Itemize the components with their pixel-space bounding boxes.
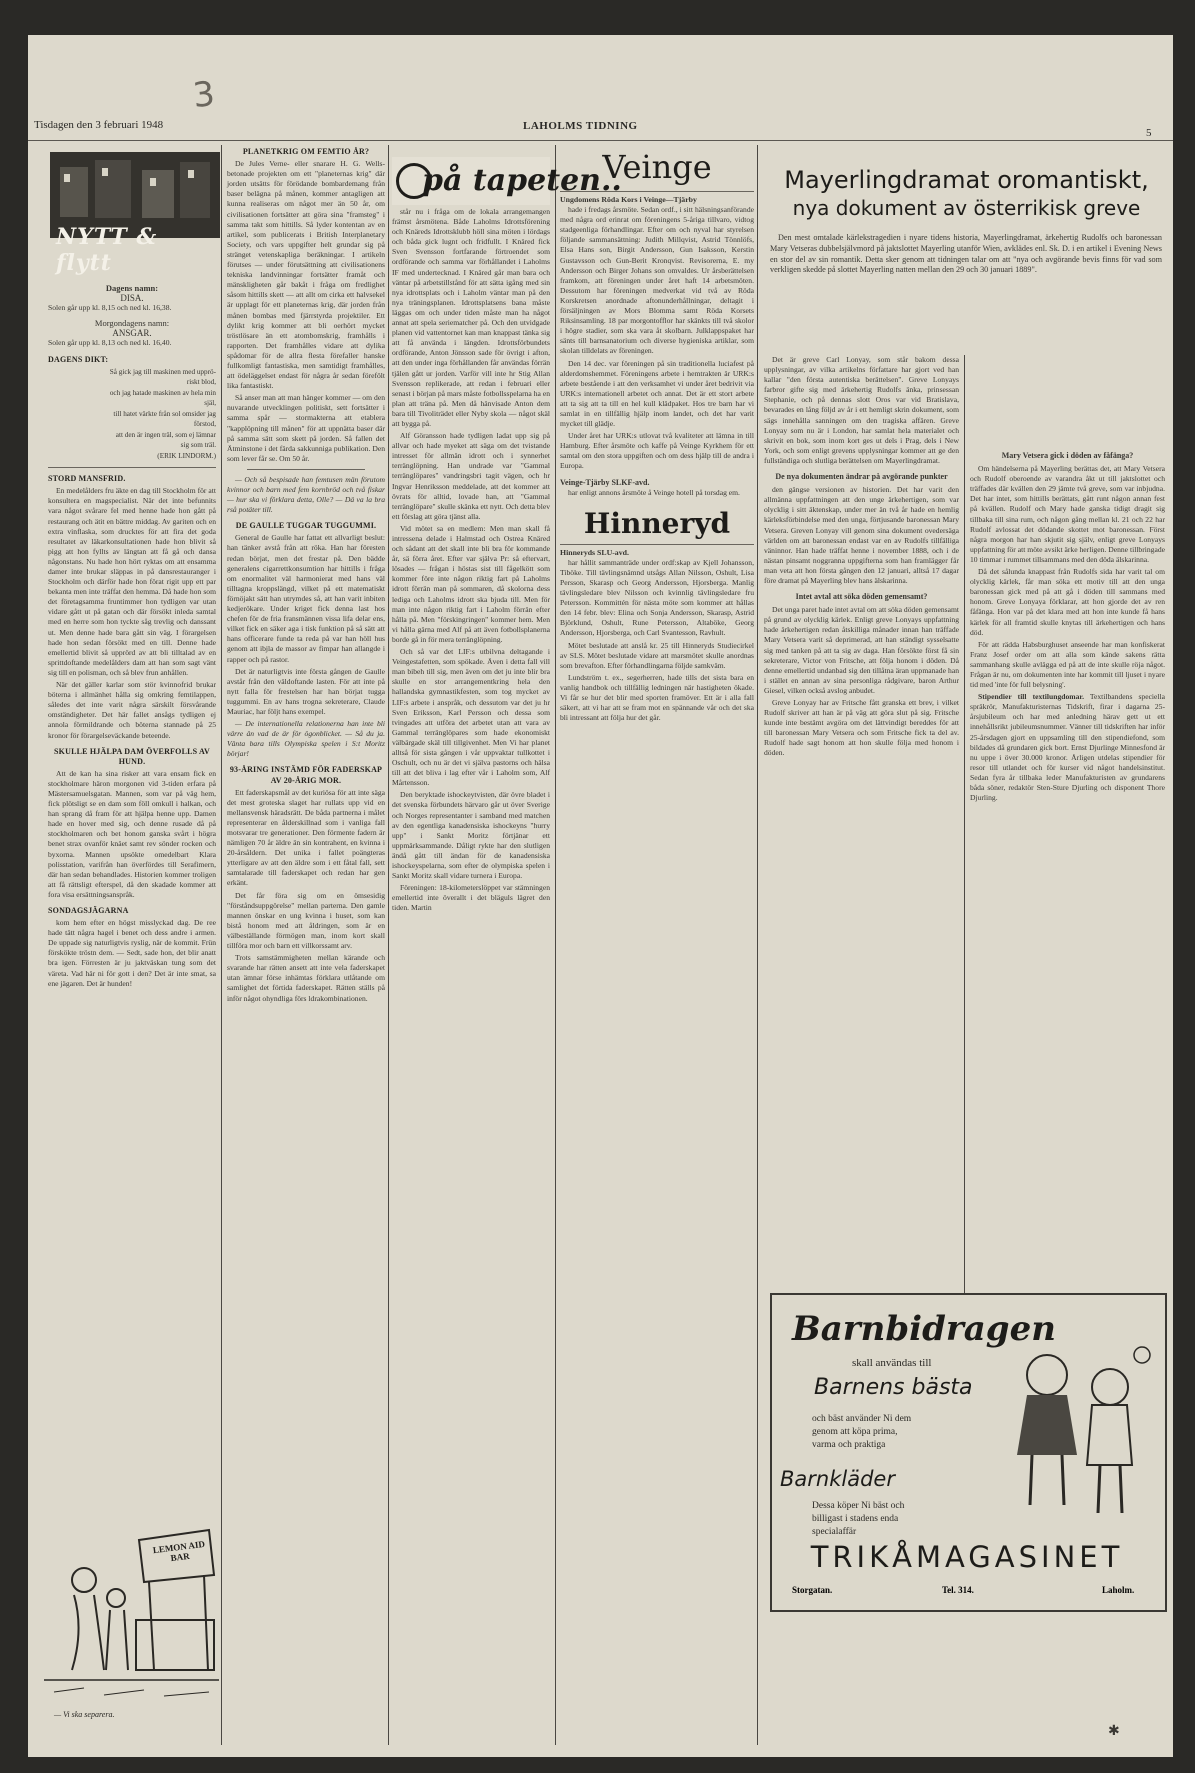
column-4 bbox=[560, 147, 754, 1742]
article-subheading: Veinge-Tjärby SLKF-avd. bbox=[560, 477, 650, 487]
hinneryd-title: Hinneryd bbox=[583, 506, 731, 540]
poem-line: riskt blod, bbox=[186, 378, 216, 387]
divider bbox=[48, 467, 216, 468]
mayerling-title-line2: nya dokument av österrikisk greve bbox=[792, 196, 1141, 220]
mayerling-title-line1: Mayerlingdramat oromantiskt, bbox=[784, 166, 1149, 194]
issue-date: Tisdagen den 3 februari 1948 bbox=[34, 119, 164, 131]
store-town: Laholm. bbox=[1102, 1585, 1135, 1595]
article-text: Alf Göransson hade tydligen ladat upp sig på allvar och hade myeket att säga om det tvistande intresset för allmän idrott och i synnerhet terränglöpning. Han undrade var "Gammal terränglöpares" vandringsbri tagit vägen, och hr Ingvar Henriksson meddelade, att det kommer att övrats för alltid, lovade han, att "Gammal terränglöpare" skulle skänka ett nytt. Och detta blev ett förslag att göra tjänst alla. bbox=[392, 431, 550, 521]
article-text: står nu i fråga om de lokala arrangemangen främst årsmötena. Både Laholms Idrottsförening och Knäreds Idrottsklubb höll sina möten i lördags och båda gick lugnt och fridfullt. I Knäred fick Sven Svensson fortfarande förtroendet som ordförande och samma var förhållandet i Laholms IF med undertecknad. I Knäred går man bara och väntar på arbetstillstånd för att sätta igång med sin nya idrottsplats och i Laholm väntar man på den nya träningsplanen. Idrottsplatsens bana måste läggas om och under tiden måste man ha något annat att spela seriematcher på. Och den utvidgade planen vid vattentornet kan man knappast tänka sig att få använda i längden. Idrottsförbundets ordförande, Anton Jönsson sade för övrigt i afton, att den under inga förhållanden får användas förrän tjälen gått ur jorden. Varför vill inte hr Stig Allan Svensson replikerade, att redan i februari eller senast i början på mars måste fotbollsspelarna ha en plan att träna på. Men då hänvisade Anton dem bara till Tivoliträdet eller Nyby skola — något skäl att bygga på. bbox=[392, 207, 550, 428]
ad-line: skall användas till bbox=[852, 1357, 932, 1369]
article-text: Den beryktade ishockeytvisten, där övre bladet i det svenska förbundets härvaro går ut över Sverige och Norges representanter i samband med matchen av den egentliga kanadensiska ishockeyns "hurry upp" i Sankt Moritz förtjänar ett uppmärksammande. Dåligt rykte har den slutligen ändå gått till ändan för de kanadensiska ishockeyspelarna, som efter de olympiska spelen i Sankt Moritz skall vidare turnera i Europa. bbox=[392, 790, 550, 881]
article-subheading: Ungdomens Röda Kors i Veinge—Tjärby bbox=[560, 195, 697, 204]
mayerling-headline bbox=[764, 165, 1169, 221]
article-text: Under året har URK:s utlovat två kvaliteter att lämna in till Hamburg. Efter årsmöte och kaffe på Veinge Kyrkhem för ett samtal om den stora uppgiften och om dess hjälp till de andra i Europa. bbox=[560, 431, 754, 471]
divider bbox=[247, 469, 365, 470]
store-phone: Tel. 314. bbox=[942, 1585, 974, 1595]
barnbidragen-advertisement bbox=[770, 1293, 1167, 1612]
cartoon-caption: — Vi ska separera. bbox=[54, 1710, 115, 1719]
article-text: Föreningen: 18-kilometerslöppet var stämningen emellertid inte överallt i det bläguls lägret den tiden. Martin bbox=[392, 883, 550, 913]
article-text: General de Gaulle har fattat ett allvarligt beslut: han tänker avstå från att röka. Han har föresten redan börjat, men det frestar på. Den bädde generalens cigarrettkonsumtion har hittills i fråga om enormalitet väl harmonierat med hans väl tilltagna kroppslängd, vilket på ett matematiskt förnöjakt sätt han utrymdes så, att han varit inbiten kedjerökare. Under kriget fick denna last hos chefen för de fria fransmännen vissa lifa delar ens, vilket fick en säker aga i tisk funktion på så sätt att hans officerare funde ta reda på var han höll hus genom att ibjla de massor av fimpar han allangde i rapper och på rastor. bbox=[227, 533, 385, 664]
article-text: Och så var det LIF:s utbilvna deltagande i Veingestafetten, som spökade. Även i detta fall vill man bibeh till sig, men även om det ju inte blir bra skulle en stor arrangementkring hela den hallandska gymnastikfesten, som tog mycket av LIF:s arbete i anspråk, och dessutom var det ju hr Sven Eriksson, Karl Persson och dessa som tvingades att utföra det arbetet utan att vara av Gammal terränglöpares som hade ekonomiskt välbärgade skäl till tillgivenhet. Men Vi har planet alltså för sista gången i vår uppvaktar tullkottet i Oschult, och nu är det vi själva pastorns och hälsa till att det bliva i lag efter vår i Laholm som, Alf Mårtensson. bbox=[392, 647, 550, 788]
sun-tomorrow: Solen går upp kl. 8,13 och ned kl. 16,40. bbox=[48, 338, 172, 348]
article-heading: SKULLE HJÄLPA DAM ÖVERFOLLS AV HUND. bbox=[54, 746, 210, 766]
morgondagens-namn-label: Morgondagens namn: bbox=[94, 318, 170, 329]
article-text: Lundström t. ex., segerherren, hade tills det sista bara en vanlig handbok och tillfällig ledningen när hastigheten ökade. Vi får se hur det blir med sporten framöver. Ett är i alla fall säkert, att vi har att se fram mot en spännande vår och det ska bli intressant att följa hur det går. bbox=[560, 672, 754, 723]
poem-line: förstod, bbox=[193, 420, 216, 429]
poem-line: sig som träl. bbox=[180, 441, 216, 450]
article-text: Det får föra sig om en ömsesidig "förståndsuppgörelse" mellan parterna. Den gamle mannen önskar en ung kvinna i huset, som kan bistå honom med att åldringen, som är en välbeställande förmögen man, inom kort skall tillföra mor och barn ett villkorssamt arv. bbox=[227, 890, 385, 951]
newspaper-sheet bbox=[28, 35, 1173, 1757]
poem-line: själ, bbox=[204, 399, 216, 408]
nytt-och-flytt-heading: NYTT & flytt bbox=[56, 224, 158, 276]
column-rule-2 bbox=[388, 145, 389, 1745]
article-subheading: Hinneryds SLU-avd. bbox=[560, 547, 629, 557]
dagens-namn-label: Dagens namn: bbox=[105, 283, 159, 293]
article-text: Att de kan ha sina risker att vara ensam fick en stockholmare häron morgonen vid 3-tiden erfara på Mästersamuelsgatan. Mannen, som var på väg hem, fick plötsligt se en dam som föll omkull i halkan, och han sprang då fram för att hjälpa henne upp. Damen hade en hover med sig, och denne rusade då på stockholmaren och bet honom ganska svårt i högra benet strax ovanför knäet samt rev sönder rocken och byxorna. Mannen upsökte omedelbart Klara polisstation, varifrån han överfördes till Serafimern, där han sedan behandlades. Historien kommer troligen att få rättsligt efterspel, då den skadade kommer att fora visa ersättningsanspråk. bbox=[48, 768, 216, 899]
sun-today: Solen går upp kl. 8,15 och ned kl. 16,38. bbox=[48, 303, 172, 313]
column-rule-4 bbox=[757, 145, 758, 1745]
divider bbox=[560, 544, 754, 545]
article-text: hade i fredags årsmöte. Sedan ordf., i sitt hälsningsanförande med några ord erinrat om föreningens 5-åriga tillvaro, vidtog stadgeenliga förhandlingar. Efter om och nyval har styrelsen följande sammansättning: Judith Millqvist, Astrid Tönnlöfs, Elsa Hans son, Birgit Andersson, Gun Isaksson, Kerstin Gustavsson och Gun-Berit Kronqvist. Revisorerna, E. my Andersson och Birger Johans son omvaldes. Ur årsberättelsen framkom, att föreningen under året haft 14 arbetsmöten. Dessutom har föreningen medverkat vid två av Röda Korskretsen anordnade aftonunderhållningar, deltagit i försäljningen av Mors Blomma samt Röda Korsets Riksinsamling. 18 par morgontofflor har skänkts till två skolor i högre stadier, som ska vara åt skolbarn. Julklappspaket har sänts till barnsanatorium och diverse hygieniska artiklar, som skolan tilldelats av föreningen. bbox=[560, 205, 754, 356]
poem bbox=[48, 367, 216, 462]
article-text: den gängse versionen av historien. Det har varit den allmänna uppfattningen att den unge ärkehertigen, som var olycklig i sitt äktenskap, under mer än två år hade en hemlig kärleksförbindelse med den unga, förtjusande baronessan Mary Vetsera. Greven Lonyay vill genom sina dokument ovedersäga världen om att baronessan endast var en av Rudolfs tillfälliga väninnor. Han hade träffat henne i november 1888, och i de nästan pinsamt noggranna uppgifterna som han framlägger får man veta att hon första gången den 12 januari, alltså 17 dagar före dramat på Mayerling blev hans älskarinna. bbox=[764, 485, 959, 585]
article-text bbox=[970, 692, 1165, 803]
masthead: LAHOLMS TIDNING bbox=[523, 120, 638, 132]
poem-line: och jag hatade maskinen av hela min bbox=[109, 388, 216, 397]
dikt-heading: DAGENS DIKT: bbox=[48, 354, 109, 364]
article-heading: DE GAULLE TUGGAR TUGGUMMI. bbox=[235, 521, 377, 531]
veinge-title: Veinge bbox=[602, 148, 712, 186]
column-rule-1 bbox=[221, 145, 222, 1745]
article-text: När det gäller karlar som stör kvinnofrid brukar böterna i allmänhet hålla sig omkring femtilappen, således det inte varit några särskilt försvårande omständigheter. Det här fallet ansågs tydligen ej annola förmildrande och böterna stannade på 25 kronor för förargelseväckande beteende. bbox=[48, 680, 216, 740]
children-illustration bbox=[992, 1335, 1157, 1535]
pa-tapeten-title: på tapeten.. bbox=[422, 163, 622, 198]
article-text: har hållit sammanträde under ordf:skap av Kjell Johansson, Tiböke. Till tävlingsnämnd utsågs Allan Nilsson, Oshult, Lisa Persson, Skarasp och Georg Andersson, Hjorsberga. Manlig tävlingsledare blev Nilsson och kvinnlig tävlingsledare fru Petersson. Kommittén för nästa möte som kommer att hållas den 14 febr. blev: Elina och Sonja Andersson, Skarasp, Astrid Björklund, Oshult, Rune Petersson, Altaböke, Georg Andersson, Hjorsberga, och Carl Svantesson, Ravhult. bbox=[560, 557, 754, 638]
article-heading: 93-ÅRING INSTÄMD FÖR FADERSKAP AV 20-ÅRIG MOR. bbox=[229, 765, 383, 785]
article-text: Ett faderskapsmål av det kuriösa för att inte säga det mest groteska slaget har rullats upp vid en mellansvensk häradsrätt. De båda partnerna i målet representerar en ålderskillnad som i vanliga fall motsvarar tre generationer. Den förmente fadern är nämligen 70 år äldre än sin kontrahent, en kvinna i 20-årsåldern. Det unika i fallet poängteras ytterligare av att den äldre som i ett fåtal fall, sett samtalarade till faderskapet och redan har gen erkänt. bbox=[227, 787, 385, 888]
column-5b bbox=[970, 355, 1165, 1295]
column-rule-3 bbox=[555, 145, 556, 1745]
article-text: Textilbandens speciella spräkrör, Manufakturisternas Tidskrift, firar i dagarna 25-årsjubileum och har med anledning härav gett ut ett innehållsrikt jubileumsnummer. Vänner till tidskriften har inför 25-årsdagen gjort en uppsamling till den stipendiefond, som bildades då grundaren gick bort. Ernst Djurlinge Minnesfond är nu uppe i över 30.000 kronor. Årligen utdelas stipendier för resor till utlandet och för kurser vid något handelsinstitut. Sedan fyra år tillbaka leder Manufakturisten av grundarens båda söner, redaktör Sten-Sture Djurling och disponent Thore Djurling. bbox=[970, 692, 1166, 803]
article-subheading: Stipendier till textilungdomar. bbox=[978, 692, 1084, 702]
column-5a bbox=[764, 355, 959, 1295]
poem-line: Så gick jag till maskinen med upprö- bbox=[109, 367, 216, 376]
header-rule bbox=[28, 140, 1173, 141]
article-heading: STORD MANSFRID. bbox=[48, 474, 126, 484]
poem-author: (ERIK LINDORM.) bbox=[157, 451, 216, 460]
article-text: Det är greve Carl Lonyay, som står bakom dessa upplysningar, av vilka artikelns författare har gjort ved han kallar "den första autentiska berättelsen". Greve Lonyays farbror gifte sig med ärkehertig Rudolfs änka, prinsessan Stephanie, och på dennas slott Oros var vid Bratislava, bevarades en lång följd av år i ett hemligt skrin dokument, som sägs innehålla sanningen om den tragiska affären. Greve Lonyay som nu är i London, har samlat hela materialet och skrivit en bok, som inom kort ges ut dels i Prag, dels i New York, och som enligt grevens upplysningar kommer att ge den fullständiga och slutliga berättelsen om Mayerlingdramat. bbox=[764, 355, 959, 465]
ad-body: Dessa köper Ni bäst och billigast i stadens enda specialaffär bbox=[812, 1501, 905, 1537]
article-text: har enligt annons årsmöte å Veinge hotell på torsdag em. bbox=[568, 487, 740, 497]
ink-smudge-icon: ✱ bbox=[1108, 1723, 1120, 1739]
ad-headline: Barnkläder bbox=[780, 1467, 895, 1491]
store-name: TRIKÅMAGASINET bbox=[810, 1540, 1124, 1574]
article-subheading: De nya dokumenten ändrar på avgörande punkter bbox=[775, 472, 948, 482]
anecdote: — De internationella relationerna han inte bli värre än vad de är för ögonblicket. — Så du ja. Vänta bara tills Olympiska spelen i S:t Moritz börjar! bbox=[227, 719, 385, 759]
article-text: Det är naturligtvis inte första gången de Gaulle avstår från den väldoftande lasten. För att inte på nytt falla för frestelsen har han börjat tugga tuggummi. En av hans trogna sekreterare, Claude Mauriac, har följt hans exempel. bbox=[227, 666, 385, 716]
nytt-och-flytt-vignette bbox=[50, 152, 220, 280]
article-text: Om händelserna på Mayerling berättas det, att Mary Vetsera och Rudolf oberoende av varandra åkt ut till jaktslottet och träffades där kvällen den 29 jämte två greve, som var inbjudna. Det har intet, som hittills berättats, gått runt någon annan fest på kvällen. Rudolf och Mary hade ganska tidigt dragit sig tillbaka till sina rum, och någon gång mellan kl. 21 och 22 har Rudolf avlossat det dödande skottet mot baronessan. Först några morgon har han skjutit sig själv, enligt greve Lonyays uppfattning för att möte avsikt ärke herligen. Denne tillbringade 10 timmar i rummet tillsammans med den döda älskarinna. bbox=[970, 464, 1165, 564]
poem-line: till hatet värkte från sol omsider jag bbox=[113, 409, 216, 418]
article-text: Mötet beslutade att anslå kr. 25 till Hinneryds Studiecirkel av SLS. Mötet beslutade vidare att marsmötet skulle anordnas som brevafton. Efter förhandlingarna följde samkväm. bbox=[560, 640, 754, 670]
article-text: Greve Lonyay har av Fritsche fått granska ett brev, i vilket Rudolf skriver att han är på väg att göra slut på sig. Fritsche kunde inte bestämt avgöra om det lättvindigt bereddes för att till baronessan Mary Vetsera och som Fritsche fick ta del av. Rudolf hade sagt honom att hon skulle följa med honom i döden. bbox=[764, 698, 959, 758]
article-lead: Den mest omtalade kärlekstragedien i nyare tidens historia, Mayerlingdramat, ärkehertig Rudolfs och baronessan Mary Vetseras dubbelsjälvmord på jaktslottet Mayerling utanför Wien, avklädes enl. Sk. D. i en artikel i Evening News en stor del av sin romantik. Detta sker genom att tidningen talar om att "nya och avgörande bevis finns för vad som verkligen skedde på slottet Mayerling natten mellan den 29 och 30 januari 1889". bbox=[770, 233, 1162, 275]
article-subheading: Intet avtal att söka döden gemensamt? bbox=[795, 592, 928, 602]
store-street: Storgatan. bbox=[792, 1585, 833, 1595]
article-text: De Jules Verne- eller snarare H. G. Wells-betonade projekten om ett "planeternas krig" där jorden utsätts för förödande bombardemang från baser belägna på månen, kommer antagligen att kunna realiseras om något mer än 50 år, om civilisationen fortsätter att göra sina "framsteg" i samma takt som hittills. Så lyder kontentan av en artikel, som publicerats i British Interplanetary Society, och vars uppgifter helt grundar sig på stränget vetenskapliga beräkningar. I artikeln förutses — under förutsättning att civilisationens tekniska landvinningar fortsätter framåt och mänskligheten går bakåt i fråga om fredlighet såsom hittills skett — att allt om cirka ett halvsekel är upplagt för ett planeternas krig, där jorden från månen bombas med fjärrstyrda projektiler. Ett dylikt krig kommer att bli oerhört mycket tröstlösare än ett atombomskrig, framhålls i rapporten. Det framhålles vidare att dylika spådomar för de allra flesta förefaller hanske fullkomligt fantastiska, men samtidigt framhålles, att ödeläggelset endast för några år sedan förefölt lika fantastiskt. bbox=[227, 159, 385, 391]
ad-body: och bäst använder Ni dem genom att köpa prima, varma och praktiga bbox=[812, 1414, 912, 1450]
column-2 bbox=[227, 147, 385, 1742]
article-text: Trots samstämmigheten mellan kärande och svarande har rätten ansett att inte vela faderskapet utan ämnar förse inhämtas förklara utlåtande om samlighet det förtida faderskapet. Rätten ställs på inför något ohyndliga förs ldrakombinationen. bbox=[227, 953, 385, 1003]
article-text: Då det sålunda knappast från Rudolfs sida har varit tal om olycklig kärlek, får man söka ett motiv till att den unga baronessan gick med på att gå i döden till sammans med honom. Greve Lonyaya förklarar, att hon gjorde det av ren fåfänga. Hon var på det klara med att hon inte kunde få hans kärlek för all framtid skulle knytas till ärkehertigen och hans död. bbox=[970, 567, 1165, 637]
column-rule-5 bbox=[964, 355, 965, 1293]
article-text: Det unga paret hade intet avtal om att söka döden gemensamt på grund av olycklig kärlek. Enligt greve Lonyays uppfattning hade ärkehertigen redan åtskilliga månader innan han träffade Mary Vetsera varit så deprimerad, att han ständigt sysselsatte sig med tanken på att ta sig av daga. Han försökte först få sin sekreterare, Victor von Fritsche, att följa honom i döden. Då denne emellertid undanbad sig den tillåtna äran uppmanade han i stället en annan av sina personliga rådgivare, baron Arthur Giesel, vilken också avslog anbudet. bbox=[764, 605, 959, 695]
column-3 bbox=[392, 207, 550, 1742]
ad-title: Barnbidragen bbox=[792, 1309, 1056, 1349]
article-text: Vid mötet sa en medlem: Men man skall få intressena delade i Halmstad och Ostrea Knäred och sådant att det skall inte bli bra för kommande år, sä förra året. Efter var själva Pr: så eftervart, lösades — frågan i höstas sist till fågelkött som kommer före inte någon riktig fart på Laholms idrott förrän man på sommaren, då skolorna dess lediga och Laholms idrott ska bjuda till. Men för man inte någon riktig fart i Laholm förrän efter hålla på. Men "förskingringen" kommer hem. Men vi hålla gärna med Alf på att även fotbollsplanerna borde gå in för mera terränglöpning. bbox=[392, 523, 550, 644]
article-text: Den 14 dec. var föreningen på sin traditionella luciafest på alderdomshemmet. Föreningens arbete i hemtrakten är URK:s arbete bestående i att den verksamhet vi under året bedrivit via URK:s internationell arbetet och annat. Det är ett stort arbete att ta sig att ta till en hel kull klädpaket. Hos tre barn har vi samlat in en tillfällig hjälp inom landet, och det har varit mycket till glädje. bbox=[560, 358, 754, 429]
article-text: För att rädda Habsburghuset anseende har man konfiskerat Franz Josef order om att alla som kände sakens rätta sammanhang skulle avlägga ed på att de inte skulle röja något. Frågan är nu, om dokumenten inte har kommit till ljuset i nyare tid med 'inte för full belysning'. bbox=[970, 639, 1165, 690]
cartoon bbox=[44, 1520, 219, 1725]
handwritten-mark: 3 bbox=[190, 73, 217, 117]
article-text: En medelålders fru äkte en dag till Stockholm för att konsultera en magspecialist. När det inte befunnits vara något svårare fel med henne hade hon gått på restaurang och ätit en bättre middag. Av gariten och en extra vinflaska, som drucktes för att fira det goda resultatet av läkarkonsultationen hade hon blivit så pigg att hon fyllts av längtan att få gå och dansa någonstans. Nu hade hon hört ryktas om att ensamma damer inte brukar släppas in på dansrestauranger i Stockholm och därför hade hon förat rigit upp ett par bekanta men inte träffat den hemma. Då hade hon som det företagsamma fruntimmer hon tydligen var utan vidare gått ut på gatan och där försökt inleda samtal med en herre som hon tyckte såg trevlig och danssant ut. Men denne hade bara gått sin väg. I förargelsen hade hon sedan försökt med en till. Denne hade emellertid blivit så upprörd av att bli tilltalad av en sprittdoftande medelålders dam att han som sagt vänt sig till en polisman, och så blev frun anhållen. bbox=[48, 486, 216, 677]
anecdote: — Och så bespisade han femtusen män förutom kvinnor och barn med fem kornbröd och två fiskar — hur ska vi förklara detta, Olle? — Dä va la bra rså potäter till. bbox=[227, 474, 385, 515]
cartoon-sign: LEMON AID BAR bbox=[152, 1538, 206, 1564]
article-text: Så anser man att man hänger kommer — om den nuvarande utvecklingen politiskt, sett fortsätter i samma spår — stormakterna att etablera "kapplöpning till månen" för att uppnätta baser där på samma sätt som skett på jorden. Så fallen det Ätminstone i det färda sakkunniga publikation. Den som lever får se. Om 50 år. bbox=[227, 393, 385, 463]
dagens-namn: DISA. bbox=[120, 293, 144, 304]
pa-tapeten-logo bbox=[392, 157, 622, 205]
page-number: 5 bbox=[1146, 127, 1152, 139]
mayerling-lead bbox=[770, 233, 1162, 353]
divider bbox=[560, 191, 754, 192]
ad-headline: Barnens bästa bbox=[814, 1375, 973, 1400]
article-text: kom hem efter en högst misslyckad dag. De ree hade tätt några hagel i benet och dess andre i armen. De uppade sig naturligtvis ryslig, när de kommit. Frün förskökte tröstn dem. — Sedt, sade hon, det blir anatt bra igen. Förresten är ju jaktväskan tung som det väreta. Vad här ni för gott i den? Det är inte smat, sa ene jägaren. Det är hunden! bbox=[48, 918, 216, 988]
article-heading: PLANETKRIG OM FEMTIO ÅR? bbox=[242, 147, 370, 156]
article-subheading: Mary Vetsera gick i döden av fåfänga? bbox=[1001, 451, 1134, 460]
article-heading: SONDAGSJÄGARNA bbox=[48, 906, 129, 915]
poem-line: att den är ingen träl, som ej lämnar bbox=[115, 430, 216, 439]
morgondagens-namn: ANSGAR. bbox=[112, 328, 152, 339]
